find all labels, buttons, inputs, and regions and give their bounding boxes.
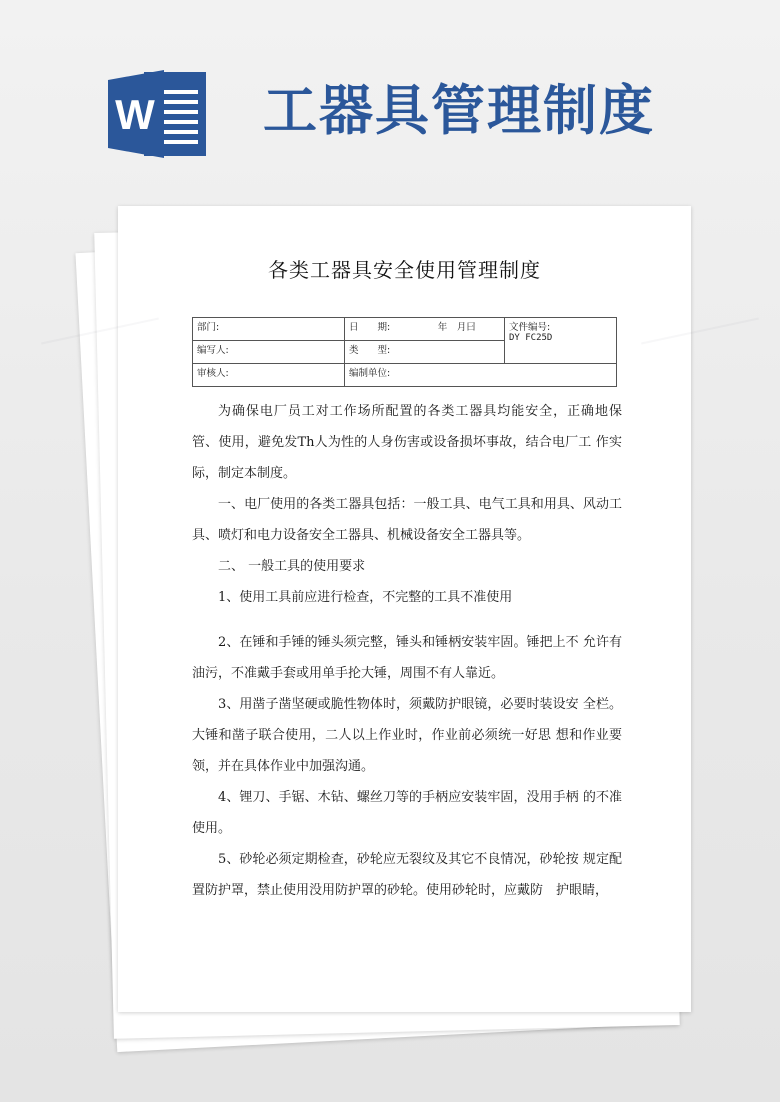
rule-5-paragraph: 5、砂轮必须定期检查，砂轮应无裂纹及其它不良情况，砂轮按 规定配置防护罩，禁止使用没用防护罩的砂轮。使用砂轮时，应戴防 护眼睛， [192,852,622,898]
rule-4-paragraph: 4、锂刀、手锯、木钻、螺丝刀等的手柄应安装牢固，没用手柄 的不准使用。 [192,790,622,836]
document-info-table [192,317,617,387]
unit-cell: 编制单位: [345,364,617,387]
section-1-paragraph: 一、电厂使用的各类工器具包括：一般工具、电气工具和用具、风动工具、喷灯和电力设备安全工器具、机械设备安全工器具等。 [192,497,622,543]
logo-letter: W [115,91,155,138]
intro-paragraph: 为确保电厂员工对工作场所配置的各类工器具均能安全，正确地保 管、使用，避免发Th人为性的人身伤害或设备损坏事故，结合电厂工 作实际，制定本制度。 [192,404,622,481]
rule-1-paragraph: 1、使用工具前应进行检查，不完整的工具不准使用 [218,590,513,605]
banner-title: 工器具管理制度 [263,79,655,142]
file-number-cell [505,318,617,364]
section-2-heading: 二、 一般工具的使用要求 [218,559,366,574]
author-cell: 编写人: [193,341,345,364]
rule-3-paragraph: 3、用凿子凿坚硬或脆性物体时，须戴防护眼镜，必要时装设安 全栏。大锤和凿子联合使用，二人以上作业时，作业前必须统一好思 想和作业要领，并在具体作业中加强沟通。 [192,697,622,774]
word-doc-icon [108,68,208,160]
paragraph-gap [192,613,622,627]
file-number-value: DY FC25D [509,333,553,343]
document-body [192,396,622,906]
department-cell: 部门: [193,318,345,341]
document-page [118,206,691,1012]
rule-2-paragraph: 2、在锤和手锤的锤头须完整，锤头和锤柄安装牢固。锤把上不 允许有油污，不准戴手套或用单手抡大锤，周围不有人靠近。 [192,635,622,681]
reviewer-cell: 审核人: [193,364,345,387]
file-number-label: 文件编号: [509,322,551,333]
date-cell: 日 期: 年 月曰 [345,318,505,341]
document-title: 各类工器具安全使用管理制度 [268,258,541,282]
type-cell: 类 型: [345,341,505,364]
